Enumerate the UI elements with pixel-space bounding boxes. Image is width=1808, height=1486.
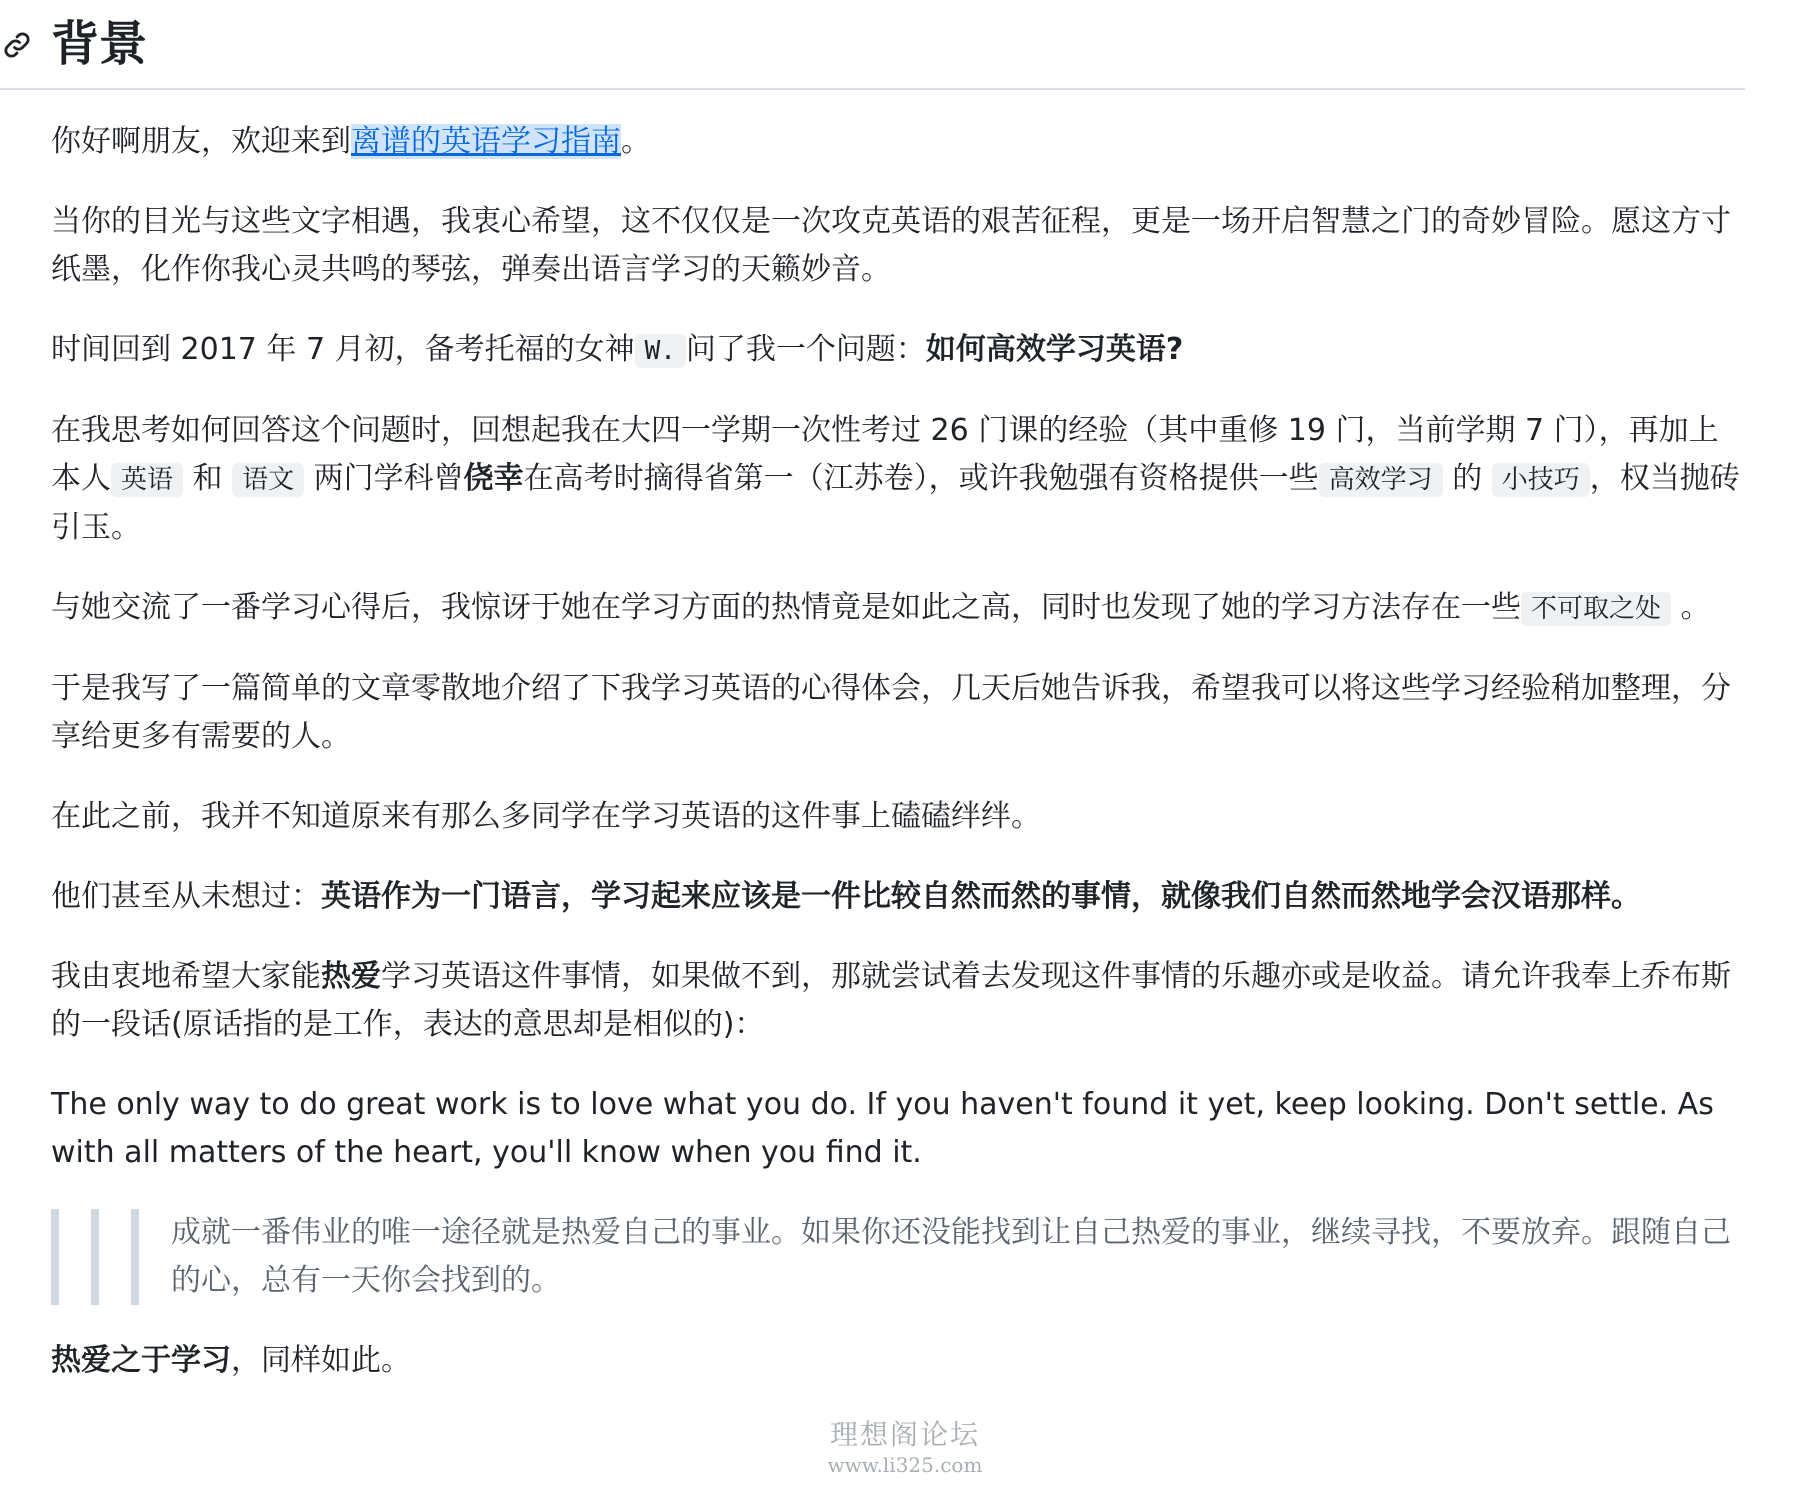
paragraph-conclusion: [51, 1337, 1745, 1385]
paragraph-jobs-quote: The only way to do great work is to love what you do. If you haven't found it yet, keep looking. Don't settle. As with all matters of the heart, you'll know when you find it.: [51, 1087, 1714, 1170]
paragraph-article: 于是我写了一篇简单的文章零散地介绍了下我学习英语的心得体会，几天后她告诉我，希望我可以将这些学习经验稍加整理，分享给更多有需要的人。: [51, 671, 1731, 754]
text: 与她交流了一番学习心得后，我惊讶于她在学习方面的热情竟是如此之高，同时也发现了她的学习方法存在一些: [51, 590, 1521, 625]
paragraph-question: [51, 326, 1745, 375]
text: 你好啊朋友，欢迎来到: [51, 124, 351, 159]
text: 和: [183, 461, 233, 496]
bold-text: 热爱: [321, 959, 381, 994]
inline-code: 不可取之处: [1521, 592, 1671, 626]
text: 在我思考如何回答这个问题时，回想起我在大四一学期一次性考过 26 门课的经验（其中重修 19 门，当前学期 7 门），再加上本人: [51, 413, 1719, 496]
paragraph-thought: [51, 873, 1745, 921]
blockquote: [51, 1209, 1745, 1305]
paragraph-hope: [51, 953, 1745, 1049]
inline-code: 语文: [232, 463, 304, 497]
text: ，同样如此。: [231, 1343, 411, 1378]
paragraph-welcome: [51, 118, 1745, 166]
paragraph-before: 在此之前，我并不知道原来有那么多同学在学习英语的这件事上磕磕绊绊。: [51, 799, 1041, 834]
forum-watermark: [820, 1418, 990, 1478]
heading-row: [0, 8, 1745, 90]
text: 。: [621, 124, 651, 159]
inline-code: W.: [635, 334, 686, 368]
bold-text: 侥幸: [463, 461, 524, 496]
text: 我由衷地希望大家能: [51, 959, 321, 994]
quote-text: 成就一番伟业的唯一途径就是热爱自己的事业。如果你还没能找到让自己热爱的事业，继续寻找，不要放弃。跟随自己的心，总有一天你会找到的。: [171, 1215, 1731, 1298]
article-body: [51, 118, 1745, 1417]
text: 两门学科曾: [304, 461, 464, 496]
text: 的: [1442, 461, 1492, 496]
bold-text: 英语作为一门语言，学习起来应该是一件比较自然而然的事情，就像我们自然而然地学会汉语那样。: [321, 879, 1641, 914]
text: 学习英语这件事情，如果做不到，那就尝试着去发现这件事情的乐趣亦或是收益。请允许我奉上乔布斯的一段话(原话指的是工作，表达的意思却是相似的)：: [51, 959, 1731, 1042]
paragraph-exchange: [51, 584, 1745, 633]
text: 时间回到 2017 年 7 月初，备考托福的女神: [51, 332, 635, 367]
link-icon[interactable]: [2, 30, 32, 60]
bold-text: 如何高效学习英语?: [925, 332, 1184, 367]
text: ，权当抛砖引玉。: [51, 461, 1740, 545]
text: 他们甚至从未想过：: [51, 879, 321, 914]
text: 在高考时摘得省第一（江苏卷），或许我勉强有资格提供一些: [523, 461, 1319, 496]
quote-bar: [51, 1209, 59, 1305]
quote-bar: [91, 1209, 99, 1305]
text: 问了我一个问题：: [685, 332, 926, 367]
quote-bar: [131, 1209, 139, 1305]
text: 。: [1671, 590, 1711, 625]
paragraph-experience: [51, 407, 1745, 552]
bold-text: 热爱之于学习: [51, 1343, 231, 1378]
watermark-url: www.li325.com: [827, 1453, 983, 1477]
guide-link[interactable]: 离谱的英语学习指南: [351, 124, 621, 159]
paragraph-intro: 当你的目光与这些文字相遇，我衷心希望，这不仅仅是一次攻克英语的艰苦征程，更是一场开启智慧之门的奇妙冒险。愿这方寸纸墨，化作你我心灵共鸣的琴弦，弹奏出语言学习的天籁妙音。: [51, 204, 1731, 287]
inline-code: 英语: [111, 463, 183, 497]
inline-code: 小技巧: [1492, 463, 1590, 497]
page-title: 背景: [51, 16, 148, 72]
inline-code: 高效学习: [1319, 463, 1443, 497]
watermark-title: 理想阁论坛: [829, 1418, 980, 1451]
